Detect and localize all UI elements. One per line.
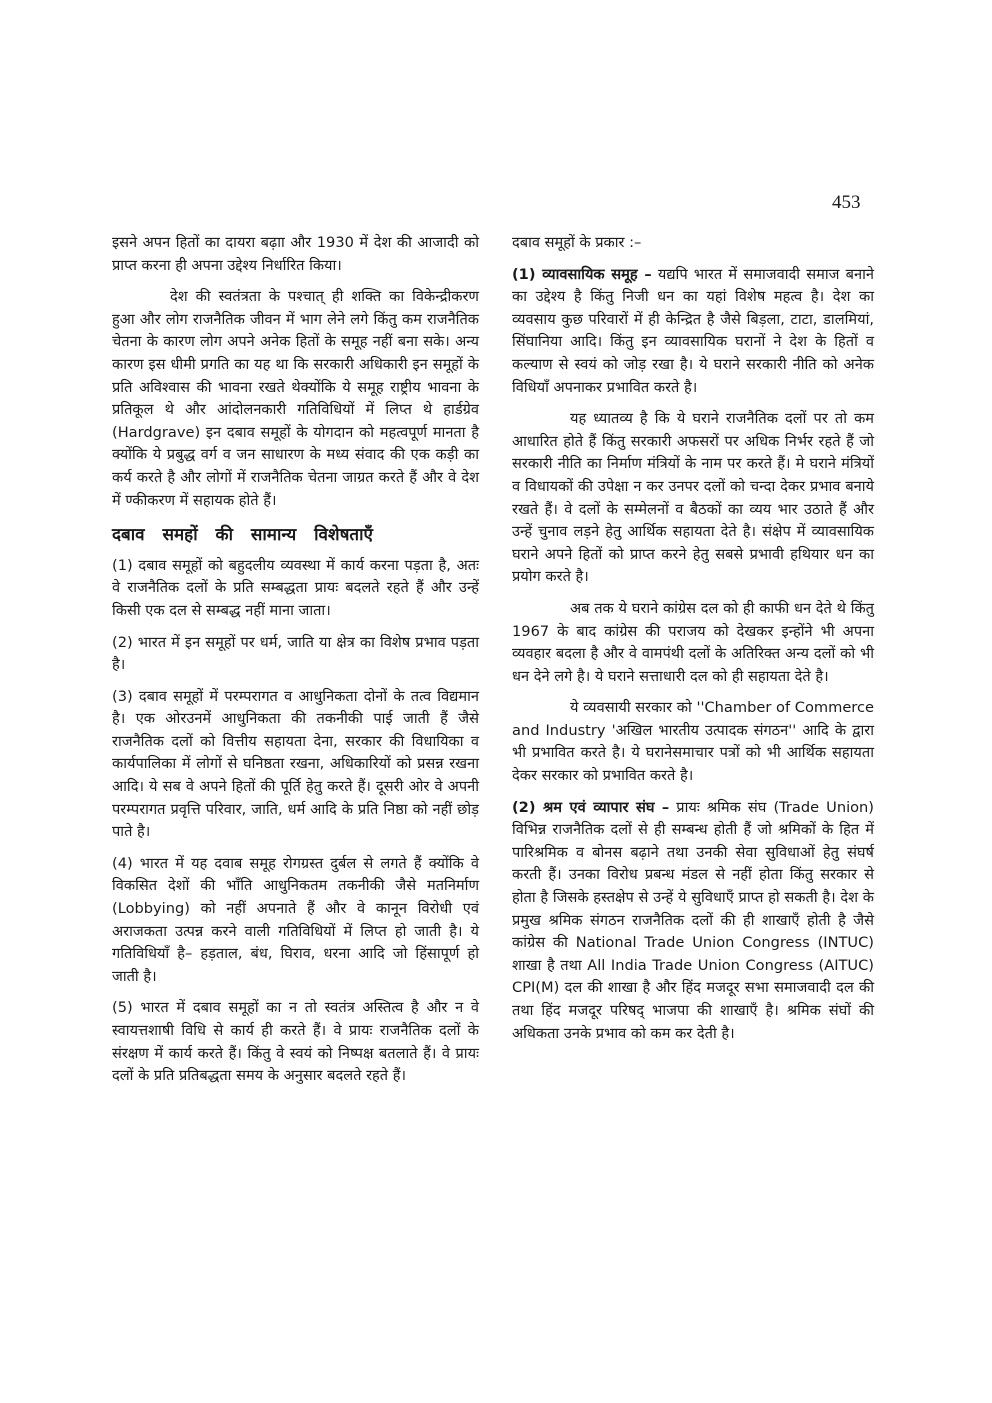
trade-unions-label: (2) श्रम एवं व्यापार संघ – (512, 798, 670, 816)
paragraph: इसने अपन हितों का दायरा बढ़ाा और 1930 में देश की आजादी को प्राप्त करना ही अपना उद्देश्य निर्धारित किया। (112, 234, 479, 274)
business-groups-paragraph (512, 264, 874, 400)
trade-unions-text: प्रायः श्रमिक संघ (Trade Union) विभिन्न राजनैतिक दलों से ही सम्बन्ध होती हैं जो श्रमिकों के हित में पारिश्रमिक व बोनस बढ़ाने तथा उनकी सेवा सुविधाओं हेतु संघर्ष करती हैं। उनका विरोध प्रबन्ध मंडल से नहीं होता किंतु सरकार से होता है जिसके हस्तक्षेप से उन्हें ये सुविधाएँ प्राप्त हो सकती है। देश के प्रमुख श्रमिक संगठन राजनैतिक दलों की ही शाखाएँ होती है जैसे कांग्रेस की National Trade Union Congress (INTUC) शाखा है तथा All India Trade Union Congress (AITUC) CPI(M) दल की शाखा है और हिंद मजदूर सभा समाजवादी दल की तथा हिंद मजदूर परिषद् भाजपा की शाखाएँ है। श्रमिक संघों की अधिकता उनके प्रभाव को कम कर देती है। (512, 798, 874, 1042)
feature-item: (5) भारत में दबाव समूहों का न तो स्वतंत्र अस्तित्व है और न वे स्वायत्तशाषी विधि से कार्य ही करते हैं। वे प्रायः राजनैतिक दलों के संरक्षण में कार्य करते हैं। किंतु वे स्वयं को निष्पक्ष बतलाते हैं। वे प्रायः दलों के प्रति प्रतिबद्धता समय के अनुसार बदलते रहते हैं। (112, 999, 479, 1085)
left-column (112, 232, 479, 1097)
types-intro: दबाव समूहों के प्रकार :– (512, 234, 642, 251)
paragraph: अब तक ये घराने कांग्रेस दल को ही काफी धन देते थे किंतु 1967 के बाद कांग्रेस की पराजय को देखकर इन्होंने भी अपना व्यवहार बदला है और वे वामपंथी दलों के अतिरिक्त अन्य दलों को भी धन देने लगे है। ये घराने सत्ताधारी दल को ही सहायता देते है। (512, 599, 874, 685)
feature-item: (4) भारत में यह दवाब समूह रोगग्रस्त दुर्बल से लगते हैं क्योंकि वे विकसित देशों की भाँति आधुनिकतम तकनीकी जैसे मतनिर्माण (Lobbying) को नहीं अपनाते हैं और वे कानून विरोधी एवं अराजकता उत्पन्न करने वाली गतिविधियों में लिप्त हो जाती है। ये गतिविधियाँ है– हड़ताल, बंध, घिराव, धरना आदि जो हिंसापूर्ण हो जाती है। (112, 854, 479, 985)
paragraph: देश की स्वतंत्रता के पश्चात् ही शक्ति का विकेन्द्रीकरण हुआ और लोग राजनैतिक जीवन में भाग लेने लगे किंतु कम राजनैतिक चेतना के कारण लोग अपने अनेक हितों के समूह नहीं बना सके। अन्य कारण इस धीमी प्रगति का यह था कि सरकारी अधिकारी इन समूहों के प्रति अविश्वास की भावना रखते थेक्योंकि ये समूह राष्ट्रीय भावना के प्रतिकूल थे और आंदोलनकारी गतिविधियों में लिप्त थे हार्डग्रेव (Hardgrave) इन दबाव समूहों के योगदान को महत्वपूर्ण मानता है क्योंकि ये प्रबुद्ध वर्ग व जन साधारण के मध्य संवाद की एक कड़ी का कर्य करते है और लोगों में राजनैतिक चेतना जाग्रत करते हैं और वे देश में ण्कीकरण में सहायक होते हैं। (112, 288, 479, 509)
business-groups-text: यद्यपि भारत में समाजवादी समाज बनाने का उद्देश्य है किंतु निजी धन का यहां विशेष महत्व है। देश का व्यवसाय कुछ परिवारों में ही केन्द्रित है जैसे बिड़ला, टाटा, डालमियां, सिंघानिया आदि। किंतु इन व्यावसायिक घरानों ने देश के हितों व कल्याण से स्वयं को जोड़ रखा है। ये घराने सरकारी नीति को अनेक विधियाँ अपनाकर प्रभावित करते है। (512, 265, 874, 396)
feature-item: (1) दबाव समूहों को बहुदलीय व्यवस्था में कार्य करना पड़ता है, अतः वे राजनैतिक दलों के प्रति सम्बद्धता प्रायः बदलते रहते हैं और उन्हें किसी एक दल से सम्बद्ध नहीं माना जाता। (112, 556, 479, 619)
business-groups-label: (1) व्यावसायिक समूह – (512, 265, 652, 283)
feature-item: (3) दबाव समूहों में परम्परागत व आधुनिकता दोनों के तत्व विद्यमान है। एक ओरउनमें आधुनिकता की तकनीकी पाई जाती हैं जैसे राजनैतिक दलों को वित्तीय सहायता देना, सरकार की विधायिका व कार्यपालिका में लोगों से घनिष्ठता रखना, अधिकारियों को प्रसन्न रखना आदि। ये सब वे अपने हितों की पूर्ति हेतु करते हैं। दूसरी ओर वे अपनी परम्परागत प्रवृत्ति परिवार, जाति, धर्म आदि के प्रति निष्ठा को नहीं छोड़ पाते है। (112, 687, 479, 841)
page-number: 453 (832, 192, 861, 213)
section-heading: दबाव समहों की सामान्य विशेषताएँ (112, 525, 373, 546)
paragraph: ये व्यवसायी सरकार को ''Chamber of Commerce and Industry 'अखिल भारतीय उत्पादक संगठन'' आदि के द्वारा भी प्रभावित करते है। ये घरानेसमाचार पत्रों को भी आर्थिक सहायता देकर सरकार को प्रभावित करते है। (512, 699, 874, 785)
trade-unions-paragraph (512, 797, 874, 1046)
paragraph: यह ध्यातव्य है कि ये घराने राजनैतिक दलों पर तो कम आधारित होते हैं किंतु सरकारी अफसरों पर अधिक निर्भर रहते हैं जो सरकारी नीति का निर्माण मंत्रियों के नाम पर करते हैं। मे घराने मंत्रियों व विधायकों की उपेक्षा न कर उनपर दलों को चन्दा देकर प्रभाव बनाये रखते हैं। वे दलों के सम्मेलनों व बैठकों का व्यय भार उठाते हैं और उन्हें चुनाव लड़ने हेतु आर्थिक सहायता देते है। संक्षेप में व्यावसायिक घराने अपने हितों को प्राप्त करने हेतु सबसे प्रभावी हथियार धन का प्रयोग करते है। (512, 410, 874, 586)
feature-item: (2) भारत में इन समूहों पर धर्म, जाति या क्षेत्र का विशेष प्रभाव पड़ता है। (112, 633, 479, 674)
right-column (512, 232, 874, 1054)
